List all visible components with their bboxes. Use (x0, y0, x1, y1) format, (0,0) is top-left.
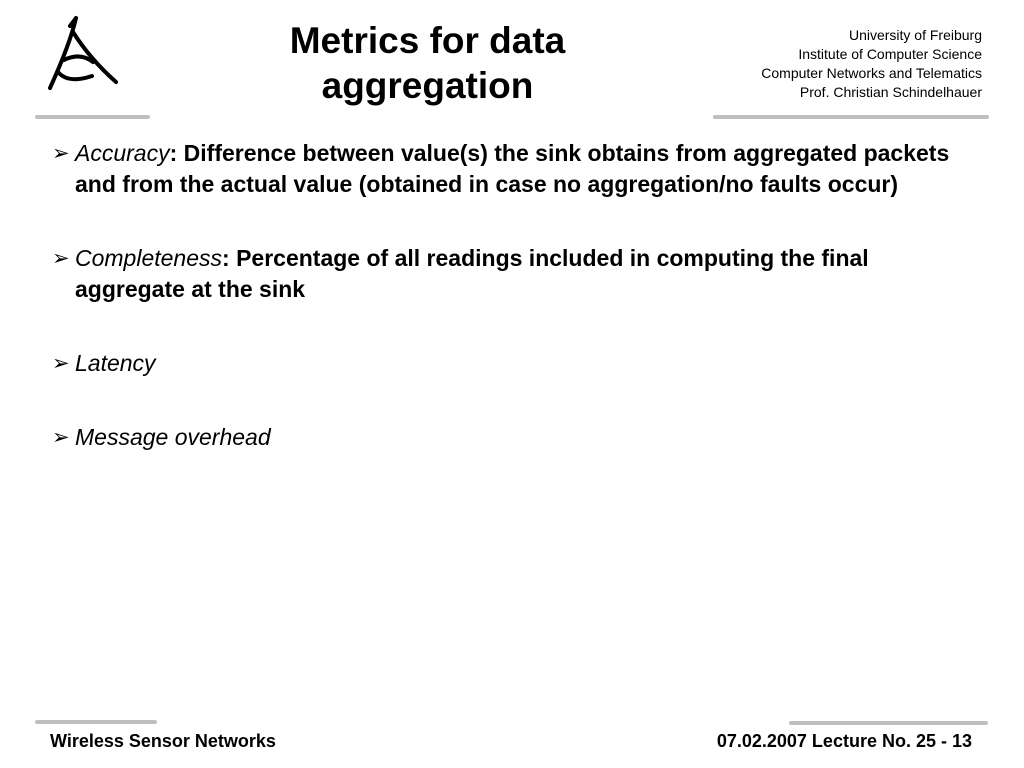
footer-course-title: Wireless Sensor Networks (50, 731, 276, 751)
footer-rule-right (789, 721, 988, 725)
title-line-1: Metrics for data (289, 20, 566, 61)
header-rule-left (35, 115, 150, 119)
bullet-term: Latency (75, 350, 156, 376)
affiliation-department: Computer Networks and Telematics (761, 65, 982, 81)
slide-title (250, 18, 605, 108)
bullet-term: Completeness (75, 245, 223, 271)
footer-date-lecture: 07.02.2007 Lecture No. 25 - 13 (716, 731, 972, 751)
arrowhead-bullet-icon: ➢ (52, 247, 70, 270)
bullet-item-completeness (50, 243, 980, 305)
bullet-term: Accuracy (75, 140, 170, 166)
arrowhead-bullet-icon: ➢ (52, 426, 70, 449)
affiliation-block (761, 26, 982, 102)
bullet-colon: : (222, 245, 230, 271)
bullet-list (50, 138, 980, 496)
arrowhead-bullet-icon: ➢ (52, 352, 70, 375)
footer-rule-left (35, 720, 157, 724)
bullet-item-message-overhead (50, 422, 980, 453)
bullet-description: Percentage of all readings included in computing the final aggregate at the sink (75, 245, 869, 302)
university-logo-icon (40, 14, 120, 94)
title-line-2: aggregation (321, 65, 534, 106)
header-rule-right (713, 115, 989, 119)
affiliation-university: University of Freiburg (848, 27, 982, 43)
bullet-item-accuracy (50, 138, 980, 200)
bullet-item-latency (50, 348, 980, 379)
arrowhead-bullet-icon: ➢ (52, 142, 70, 165)
affiliation-institute: Institute of Computer Science (798, 46, 982, 62)
bullet-colon: : (169, 140, 178, 166)
affiliation-professor: Prof. Christian Schindelhauer (799, 84, 982, 100)
bullet-description: Difference between value(s) the sink obtains from aggregated packets and from the actual value (obtained in case no aggregation/no faults occur) (75, 140, 950, 197)
bullet-term: Message overhead (75, 424, 271, 450)
